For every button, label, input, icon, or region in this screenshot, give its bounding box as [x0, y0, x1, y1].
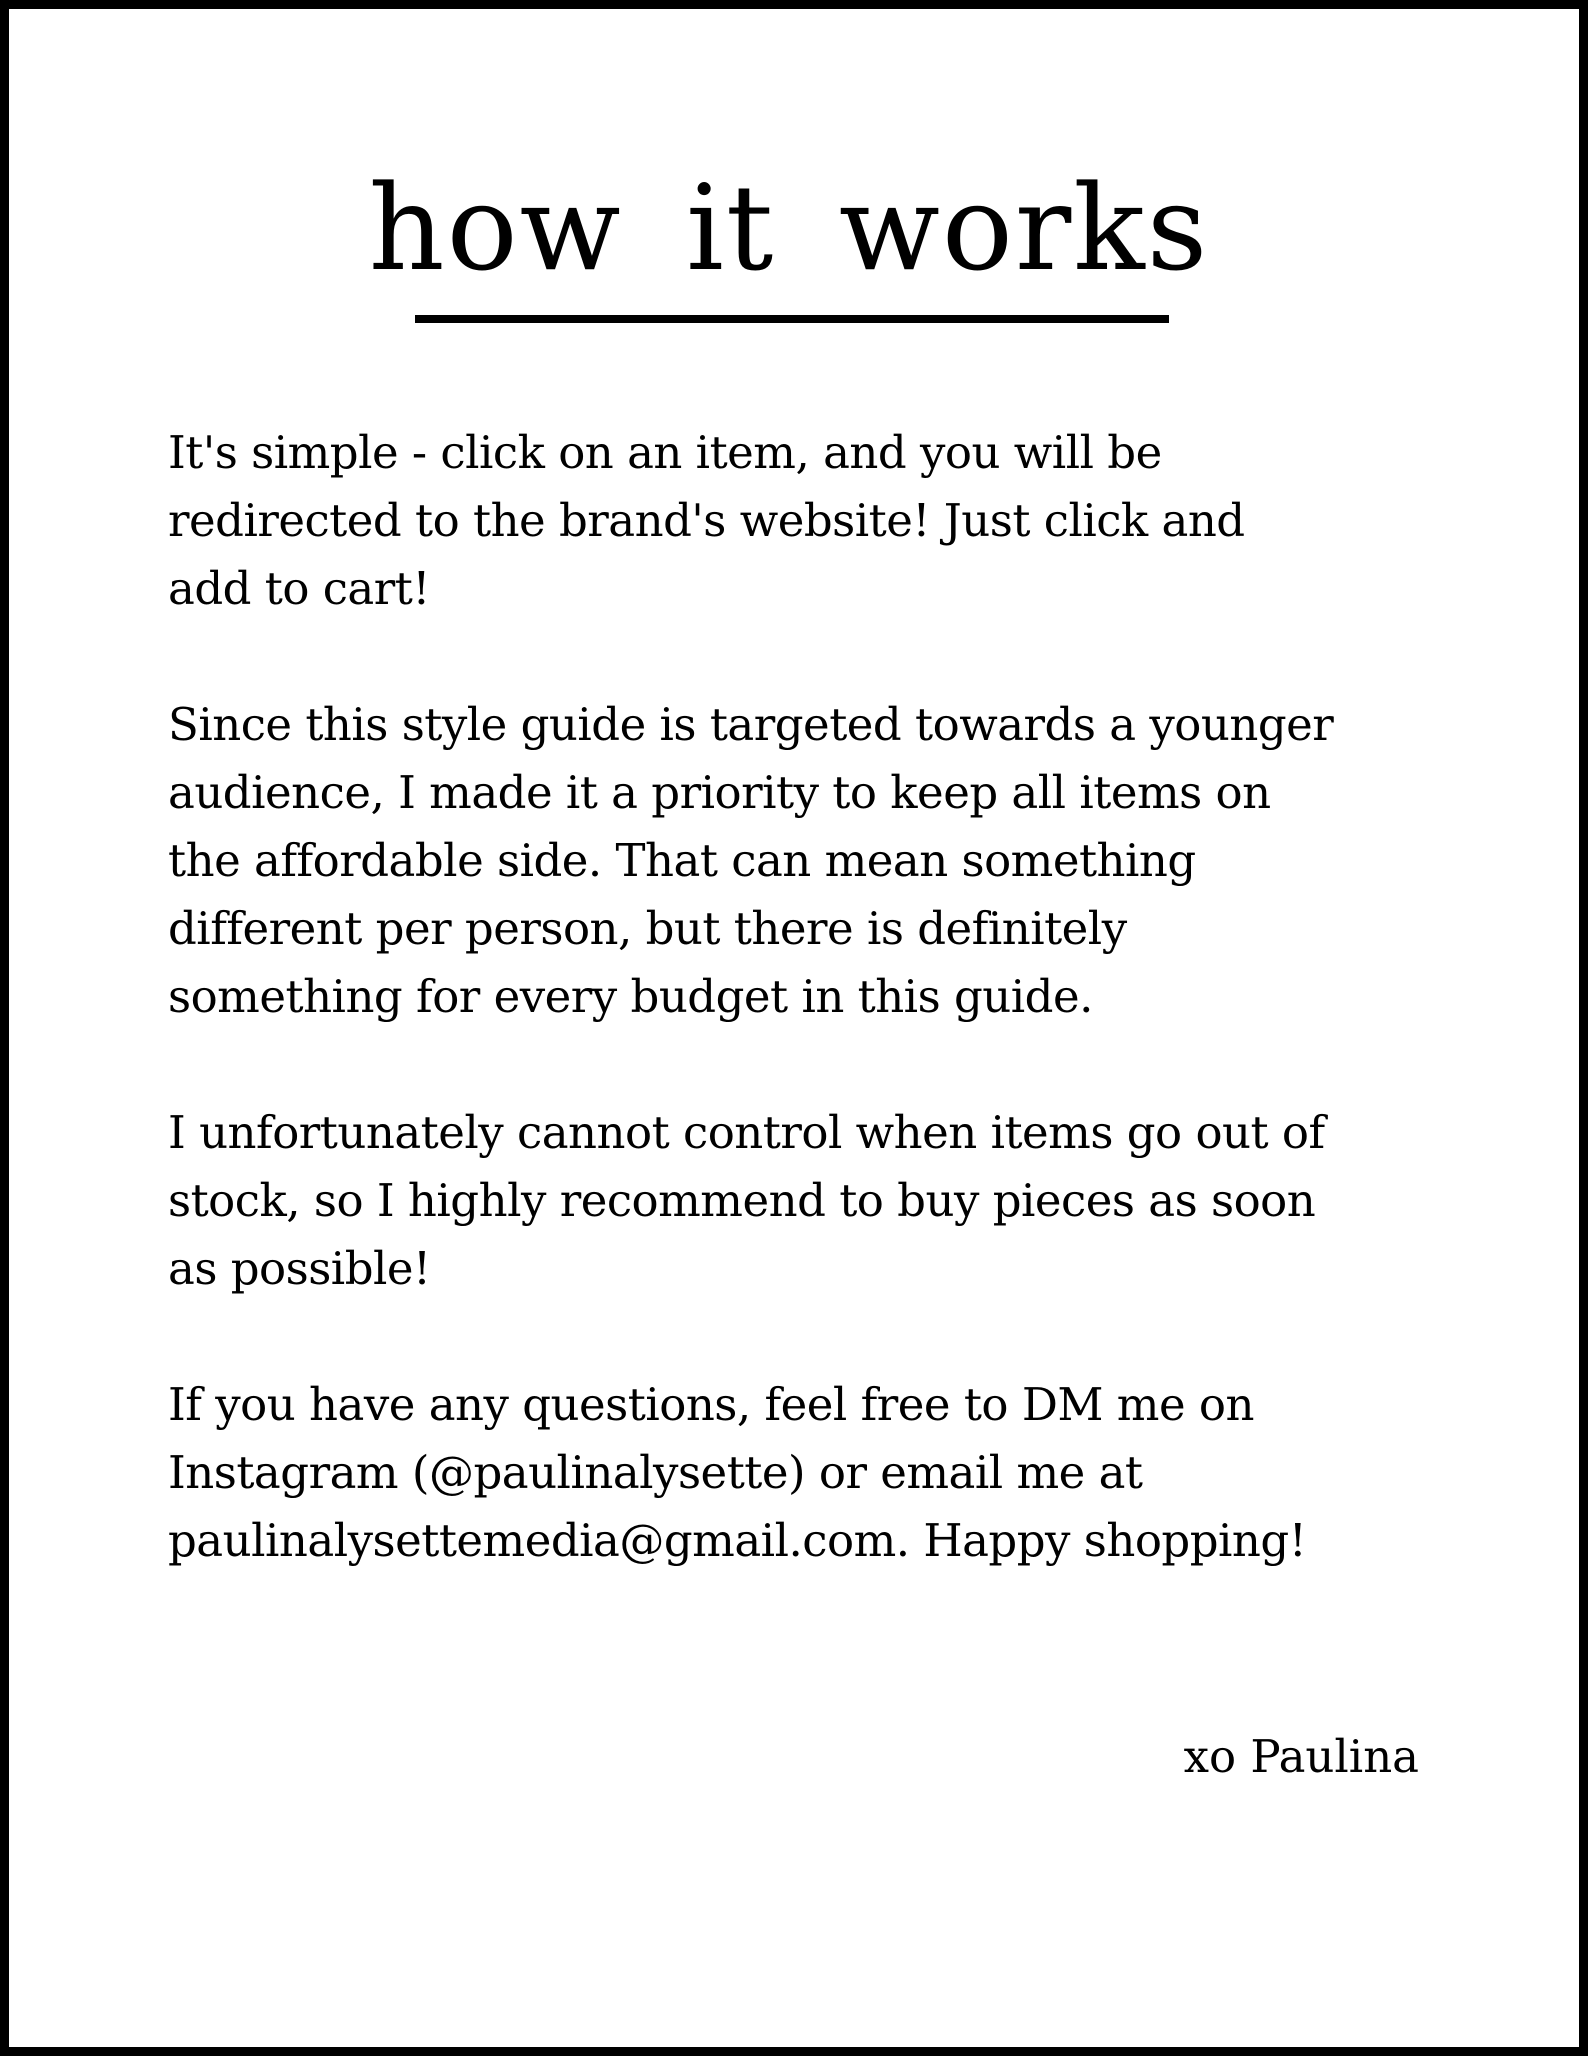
page-title: how it works — [368, 159, 1210, 297]
paragraph-line: the affordable side. That can mean something — [168, 834, 1196, 887]
paragraph-line: Since this style guide is targeted towards a younger — [168, 698, 1334, 751]
paragraph-line: If you have any questions, feel free to DM me on — [168, 1378, 1254, 1431]
paragraph-contact — [168, 1371, 1468, 1575]
signature: xo Paulina — [1183, 1730, 1419, 1783]
paragraph-line: different per person, but there is definitely — [168, 902, 1127, 955]
paragraph-how-to-shop — [168, 419, 1468, 623]
paragraph-line: paulinalysettemedia@gmail.com. Happy shopping! — [168, 1514, 1307, 1567]
paragraph-line: Instagram (@paulinalysette) or email me at — [168, 1446, 1143, 1499]
paragraph-line: as possible! — [168, 1242, 431, 1295]
body-text — [168, 419, 1468, 1643]
paragraph-line: audience, I made it a priority to keep all items on — [168, 766, 1271, 819]
paragraph-line: something for every budget in this guide. — [168, 970, 1093, 1023]
paragraph-line: It's simple - click on an item, and you will be — [168, 426, 1162, 479]
paragraph-line: stock, so I highly recommend to buy pieces as soon — [168, 1174, 1316, 1227]
paragraph-line: redirected to the brand's website! Just click and — [168, 494, 1245, 547]
paragraph-affordability — [168, 691, 1468, 1031]
paragraph-stock — [168, 1099, 1468, 1303]
title-underline — [415, 315, 1169, 323]
paragraph-line: I unfortunately cannot control when items go out of — [168, 1106, 1325, 1159]
paragraph-line: add to cart! — [168, 562, 430, 615]
